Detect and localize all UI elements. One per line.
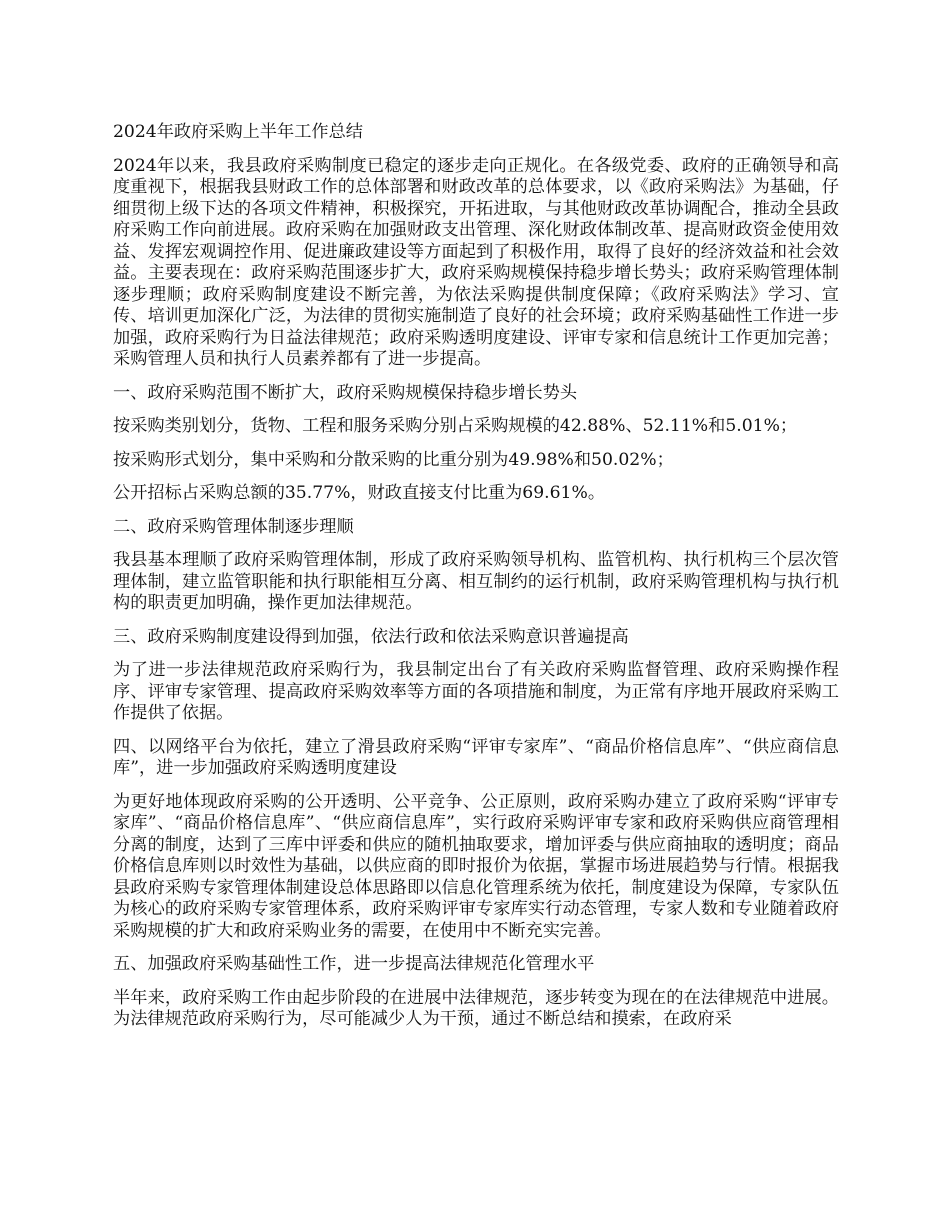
statistic-line-tender: 公开招标占采购总额的35.77%，财政直接支付比重为69.61%。	[113, 483, 606, 503]
section-heading-2: 二、政府采购管理体制逐步理顺	[113, 516, 354, 537]
section-body-3: 为了进一步法律规范政府采购行为，我县制定出台了有关政府采购监督管理、政府采购操作程序、评审专家管理、提高政府采购效率等方面的各项措施和制度，为正常有序地开展政府采购工作提供了依据。	[113, 660, 839, 723]
section-heading-1: 一、政府采购范围不断扩大，政府采购规模保持稳步增长势头	[113, 382, 578, 403]
section-body-5: 半年来，政府采购工作由起步阶段的在进展中法律规范，逐步转变为现在的在法律规范中进展。为法律规范政府采购行为，尽可能减少人为干预，通过不断总结和摸索，在政府采	[113, 987, 839, 1029]
intro-paragraph: 2024年以来，我县政府采购制度已稳定的逐步走向正规化。在各级党委、政府的正确领导和高度重视下，根据我县财政工作的总体部署和财政改革的总体要求，以《政府采购法》为基础，仔细贯彻上级下达的各项文件精神，积极探究，开拓进取，与其他财政改革协调配合，推动全县政府采购工作向前进展。政府采购在加强财政支出管理、深化财政体制改革、提高财政资金使用效益、发挥宏观调控作用、促进廉政建设等方面起到了积极作用，取得了良好的经济效益和社会效益。主要表现在：政府采购范围逐步扩大，政府采购规模保持稳步增长势头；政府采购管理体制逐步理顺；政府采购制度建设不断完善，为依法采购提供制度保障；《政府采购法》学习、宣传、培训更加深化广泛，为法律的贯彻实施制造了良好的社会环境；政府采购基础性工作进一步加强，政府采购行为日益法律规范；政府采购透明度建设、评审专家和信息统计工作更加完善；采购管理人员和执行人员素养都有了进一步提高。	[113, 155, 839, 369]
document-title: 2024年政府采购上半年工作总结	[113, 122, 363, 142]
section-body-4: 为更好地体现政府采购的公开透明、公平竞争、公正原则，政府采购办建立了政府采购“评审专家库”、“商品价格信息库”、“供应商信息库”，实行政府采购评审专家和政府采购供应商管理相分离的制度，达到了三库中评委和供应的随机抽取要求，增加评委与供应商抽取的透明度；商品价格信息库则以时效性为基础，以供应商的即时报价为依据，掌握市场进展趋势与行情。根据我县政府采购专家管理体制建设总体思路即以信息化管理系统为依托，制度建设为保障，专家队伍为核心的政府采购专家管理体系，政府采购评审专家库实行动态管理，专家人数和专业随着政府采购规模的扩大和政府采购业务的需要，在使用中不断充实完善。	[113, 791, 839, 941]
document-page	[113, 122, 839, 1043]
section-heading-5: 五、加强政府采购基础性工作，进一步提高法律规范化管理水平	[113, 954, 595, 974]
statistic-line-form: 按采购形式划分，集中采购和分散采购的比重分别为49.98%和50.02%；	[113, 449, 674, 470]
statistic-line-category: 按采购类别划分，货物、工程和服务采购分别占采购规模的42.88%、52.11%和5.01%；	[113, 416, 798, 436]
section-heading-4: 四、以网络平台为依托，建立了滑县政府采购“评审专家库”、“商品价格信息库”、“供应商信息库”，进一步加强政府采购透明度建设	[113, 736, 839, 778]
section-body-2: 我县基本理顺了政府采购管理体制，形成了政府采购领导机构、监管机构、执行机构三个层次管理体制，建立监管职能和执行职能相互分离、相互制约的运行机制，政府采购管理机构与执行机构的职责更加明确，操作更加法律规范。	[113, 550, 839, 613]
section-heading-3: 三、政府采购制度建设得到加强，依法行政和依法采购意识普遍提高	[113, 626, 629, 647]
